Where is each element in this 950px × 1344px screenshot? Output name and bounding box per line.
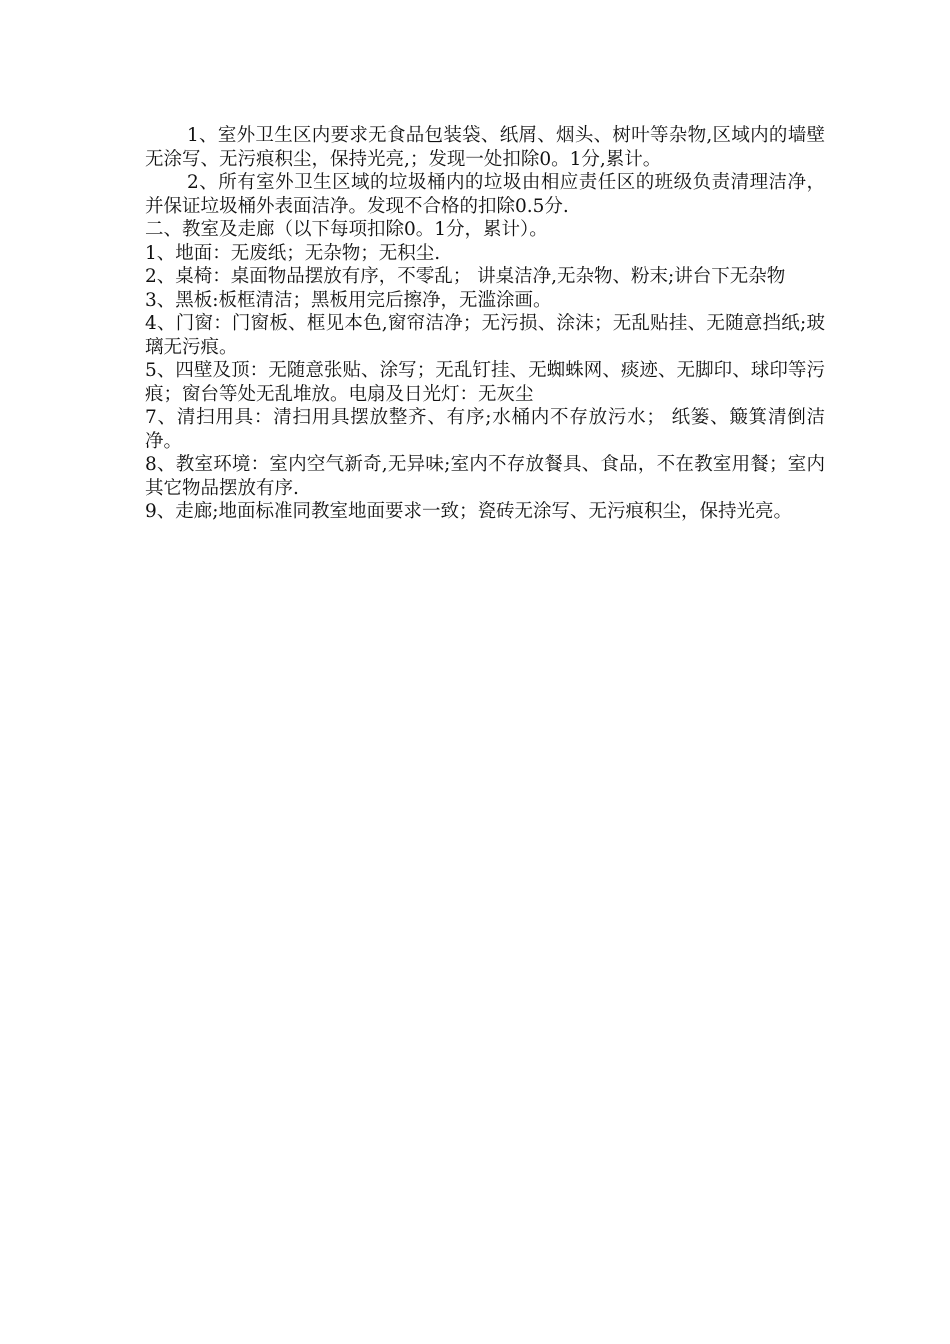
- paragraph-trash-bins: 2、所有室外卫生区域的垃圾桶内的垃圾由相应责任区的班级负责清理洁净，并保证垃圾桶外表面洁净。发现不合格的扣除0.5分.: [145, 172, 825, 217]
- item-walls-ceiling: 5、四壁及顶：无随意张贴、涂写；无乱钉挂、无蜘蛛网、痰迹、无脚印、球印等污痕；窗台等处无乱堆放。电扇及日光灯：无灰尘: [145, 360, 825, 405]
- document-body: [145, 124, 825, 524]
- item-cleaning-tools: 7、清扫用具：清扫用具摆放整齐、有序;水桶内不存放污水； 纸篓、簸箕清倒洁净。: [145, 407, 825, 452]
- item-corridor: 9、走廊;地面标准同教室地面要求一致；瓷砖无涂写、无污痕积尘，保持光亮。: [145, 501, 793, 522]
- paragraph-outdoor-cleanliness: 1、室外卫生区内要求无食品包装袋、纸屑、烟头、树叶等杂物,区域内的墙壁无涂写、无污痕积尘，保持光亮,；发现一处扣除0。1分,累计。: [145, 125, 825, 170]
- item-classroom-environment: 8、教室环境：室内空气新奇,无异味;室内不存放餐具、食品，不在教室用餐；室内其它物品摆放有序.: [145, 454, 825, 499]
- section-heading-classroom-corridor: 二、教室及走廊（以下每项扣除0。1分，累计）。: [145, 219, 548, 240]
- item-blackboard: 3、黑板:板框清洁；黑板用完后擦净，无滥涂画。: [145, 289, 552, 311]
- item-floor: 1、地面：无废纸；无杂物；无积尘.: [145, 242, 441, 264]
- item-doors-windows: 4、门窗：门窗板、框见本色,窗帘洁净；无污损、涂沫；无乱贴挂、无随意挡纸;玻璃无污痕。: [145, 313, 825, 358]
- item-desks-chairs: 2、桌椅：桌面物品摆放有序，不零乱； 讲桌洁净,无杂物、粉末;讲台下无杂物: [145, 266, 786, 287]
